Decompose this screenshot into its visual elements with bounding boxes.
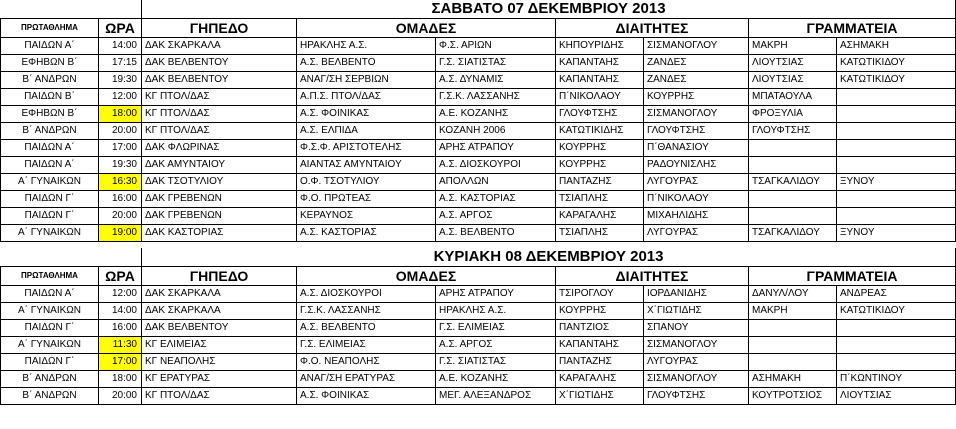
time-cell: 20:00 — [99, 388, 142, 405]
referee-2-cell: ΙΟΡΔΑΝΙΔΗΣ — [644, 286, 749, 303]
category-cell: ΠΑΙΔΩΝ Γ΄ — [1, 320, 99, 337]
header-time: ΩΡΑ — [99, 267, 142, 286]
referee-1-cell: ΤΣΙΑΠΛΗΣ — [556, 225, 644, 242]
venue-cell: ΔΑΚ ΤΣΟΤΥΛΙΟΥ — [142, 174, 297, 191]
venue-cell: ΚΓ ΝΕΑΠΟΛΗΣ — [142, 354, 297, 371]
away-team-cell: Α.Σ. ΒΕΛΒΕΝΤΟ — [436, 225, 556, 242]
secretary-2-cell — [837, 123, 956, 140]
header-venue: ΓΗΠΕΔΟ — [142, 19, 297, 38]
venue-cell: ΚΓ ΠΤΟΛ/ΔΑΣ — [142, 388, 297, 405]
referee-2-cell: ΖΑΝΔΕΣ — [644, 55, 749, 72]
secretary-2-cell — [837, 106, 956, 123]
referee-1-cell: ΠΑΝΤΖΙΟΣ — [556, 320, 644, 337]
referee-2-cell: ΛΥΓΟΥΡΑΣ — [644, 225, 749, 242]
referee-2-cell: ΛΥΓΟΥΡΑΣ — [644, 174, 749, 191]
secretary-2-cell — [837, 191, 956, 208]
away-team-cell: ΚΟΖΑΝΗ 2006 — [436, 123, 556, 140]
venue-cell: ΚΓ ΠΤΟΛ/ΔΑΣ — [142, 123, 297, 140]
home-team-cell: Γ.Σ.Κ. ΛΑΣΣΑΝΗΣ — [297, 303, 436, 320]
secretary-1-cell — [749, 191, 837, 208]
secretary-1-cell — [749, 337, 837, 354]
time-cell: 12:00 — [99, 286, 142, 303]
home-team-cell: ΑΝΑΓ/ΣΗ ΕΡΑΤΥΡΑΣ — [297, 371, 436, 388]
time-cell: 18:00 — [99, 371, 142, 388]
time-cell: 11:30 — [99, 337, 142, 354]
header-category: ΠΡΩΤΑΘΛΗΜΑ — [1, 19, 99, 38]
header-referees: ΔΙΑΙΤΗΤΕΣ — [556, 19, 749, 38]
time-cell: 18:00 — [99, 106, 142, 123]
referee-2-cell: ΣΙΣΜΑΝΟΓΛΟΥ — [644, 371, 749, 388]
home-team-cell: Α.Σ. ΦΟΙΝΙΚΑΣ — [297, 106, 436, 123]
referee-2-cell: ΓΛΟΥΦΤΣΗΣ — [644, 123, 749, 140]
referee-2-cell: ΣΠΑΝΟΥ — [644, 320, 749, 337]
header-row — [1, 267, 956, 286]
referee-2-cell: ΚΟΥΡΡΗΣ — [644, 89, 749, 106]
title-spacer — [1, 248, 142, 267]
time-cell: 20:00 — [99, 123, 142, 140]
category-cell: ΕΦΗΒΩΝ Β΄ — [1, 55, 99, 72]
venue-cell: ΔΑΚ ΚΑΣΤΟΡΙΑΣ — [142, 225, 297, 242]
home-team-cell: Α.Σ. ΕΛΠΙΔΑ — [297, 123, 436, 140]
category-cell: Β΄ ΑΝΔΡΩΝ — [1, 72, 99, 89]
away-team-cell: Γ.Σ. ΣΙΑΤΙΣΤΑΣ — [436, 354, 556, 371]
referee-1-cell: ΚΟΥΡΡΗΣ — [556, 157, 644, 174]
away-team-cell: Γ.Σ. ΕΛΙΜΕΙΑΣ — [436, 320, 556, 337]
title-spacer — [1, 0, 142, 19]
referee-2-cell: Χ΄ΓΙΩΤΙΔΗΣ — [644, 303, 749, 320]
venue-cell: ΚΓ ΕΛΙΜΕΙΑΣ — [142, 337, 297, 354]
venue-cell: ΚΓ ΕΡΑΤΥΡΑΣ — [142, 371, 297, 388]
referee-2-cell: ΜΙΧΑΗΛΙΔΗΣ — [644, 208, 749, 225]
away-team-cell: Α.Σ. ΚΑΣΤΟΡΙΑΣ — [436, 191, 556, 208]
category-cell: Α΄ ΓΥΝΑΙΚΩΝ — [1, 174, 99, 191]
referee-2-cell: ΓΛΟΥΦΤΣΗΣ — [644, 388, 749, 405]
secretary-2-cell: ΞΥΝΟΥ — [837, 225, 956, 242]
secretary-2-cell: ΑΣΗΜΑΚΗ — [837, 38, 956, 55]
time-cell: 16:00 — [99, 191, 142, 208]
referee-1-cell: ΓΛΟΥΦΤΣΗΣ — [556, 106, 644, 123]
referee-1-cell: ΚΑΤΩΤΙΚΙΔΗΣ — [556, 123, 644, 140]
secretary-1-cell: ΦΡΟΞΥΛΙΑ — [749, 106, 837, 123]
header-referees: ΔΙΑΙΤΗΤΕΣ — [556, 267, 749, 286]
time-cell: 16:30 — [99, 174, 142, 191]
home-team-cell: Α.Σ. ΦΟΙΝΙΚΑΣ — [297, 388, 436, 405]
referee-1-cell: ΚΟΥΡΡΗΣ — [556, 140, 644, 157]
time-cell: 17:00 — [99, 354, 142, 371]
home-team-cell: Φ.Ο. ΠΡΩΤΕΑΣ — [297, 191, 436, 208]
referee-1-cell: ΚΟΥΡΡΗΣ — [556, 303, 644, 320]
category-cell: Β΄ ΑΝΔΡΩΝ — [1, 388, 99, 405]
secretary-1-cell: ΑΣΗΜΑΚΗ — [749, 371, 837, 388]
category-cell: Β΄ ΑΝΔΡΩΝ — [1, 123, 99, 140]
table-row — [1, 123, 956, 140]
secretary-2-cell — [837, 89, 956, 106]
time-cell: 17:00 — [99, 140, 142, 157]
secretary-2-cell: ΑΝΔΡΕΑΣ — [837, 286, 956, 303]
away-team-cell: ΑΡΗΣ ΑΤΡΑΠΟΥ — [436, 140, 556, 157]
secretary-1-cell — [749, 354, 837, 371]
away-team-cell: Α.Σ. ΑΡΓΟΣ — [436, 208, 556, 225]
secretary-2-cell — [837, 354, 956, 371]
secretary-2-cell: ΛΙΟΥΤΣΙΑΣ — [837, 388, 956, 405]
away-team-cell: ΗΡΑΚΛΗΣ Α.Σ. — [436, 303, 556, 320]
table-row — [1, 320, 956, 337]
table-row — [1, 140, 956, 157]
day-title: ΣΑΒΒΑΤΟ 07 ΔΕΚΕΜΒΡΙΟΥ 2013 — [142, 0, 956, 19]
table-row — [1, 106, 956, 123]
table-row — [1, 38, 956, 55]
referee-1-cell: ΚΑΡΑΓΑΛΗΣ — [556, 371, 644, 388]
table-row — [1, 55, 956, 72]
referee-2-cell: ΛΥΓΟΥΡΑΣ — [644, 354, 749, 371]
home-team-cell: Φ.Ο. ΝΕΑΠΟΛΗΣ — [297, 354, 436, 371]
away-team-cell: Α.Ε. ΚΟΖΑΝΗΣ — [436, 371, 556, 388]
category-cell: Β΄ ΑΝΔΡΩΝ — [1, 371, 99, 388]
secretary-1-cell: ΓΛΟΥΦΤΣΗΣ — [749, 123, 837, 140]
home-team-cell: ΑΙΑΝΤΑΣ ΑΜΥΝΤΑΙΟΥ — [297, 157, 436, 174]
secretary-1-cell: ΜΑΚΡΗ — [749, 38, 837, 55]
secretary-1-cell: ΤΣΑΓΚΑΛΙΔΟΥ — [749, 225, 837, 242]
table-row — [1, 354, 956, 371]
secretary-2-cell — [837, 157, 956, 174]
secretary-1-cell: ΛΙΟΥΤΣΙΑΣ — [749, 55, 837, 72]
away-team-cell: ΜΕΓ. ΑΛΕΞΑΝΔΡΟΣ — [436, 388, 556, 405]
referee-2-cell: ΡΑΔΟΥΝΙΣΛΗΣ — [644, 157, 749, 174]
table-row — [1, 371, 956, 388]
time-cell: 19:00 — [99, 225, 142, 242]
day-title-row — [1, 0, 956, 19]
home-team-cell: ΗΡΑΚΛΗΣ Α.Σ. — [297, 38, 436, 55]
header-time: ΩΡΑ — [99, 19, 142, 38]
secretary-2-cell: ΚΑΤΩΤΙΚΙΔΟΥ — [837, 55, 956, 72]
venue-cell: ΔΑΚ ΒΕΛΒΕΝΤΟΥ — [142, 55, 297, 72]
venue-cell: ΔΑΚ ΓΡΕΒΕΝΩΝ — [142, 191, 297, 208]
secretary-1-cell: ΛΙΟΥΤΣΙΑΣ — [749, 72, 837, 89]
table-row — [1, 174, 956, 191]
away-team-cell: Γ.Σ.Κ. ΛΑΣΣΑΝΗΣ — [436, 89, 556, 106]
table-row — [1, 191, 956, 208]
referee-1-cell: ΠΑΝΤΑΖΗΣ — [556, 174, 644, 191]
secretary-2-cell — [837, 337, 956, 354]
away-team-cell: Α.Σ. ΑΡΓΟΣ — [436, 337, 556, 354]
referee-1-cell: ΚΗΠΟΥΡΙΔΗΣ — [556, 38, 644, 55]
table-row — [1, 337, 956, 354]
home-team-cell: Α.Σ. ΒΕΛΒΕΝΤΟ — [297, 320, 436, 337]
time-cell: 14:00 — [99, 303, 142, 320]
header-category: ΠΡΩΤΑΘΛΗΜΑ — [1, 267, 99, 286]
away-team-cell: ΑΠΟΛΛΩΝ — [436, 174, 556, 191]
secretary-1-cell — [749, 157, 837, 174]
home-team-cell: Ο.Φ. ΤΣΟΤΥΛΙΟΥ — [297, 174, 436, 191]
venue-cell: ΔΑΚ ΣΚΑΡΚΑΛΑ — [142, 38, 297, 55]
header-teams: ΟΜΑΔΕΣ — [297, 267, 556, 286]
secretary-1-cell: ΤΣΑΓΚΑΛΙΔΟΥ — [749, 174, 837, 191]
table-row — [1, 225, 956, 242]
secretary-1-cell: ΔΑΝΥΛ/ΛΟΥ — [749, 286, 837, 303]
venue-cell: ΔΑΚ ΑΜΥΝΤΑΙΟΥ — [142, 157, 297, 174]
referee-1-cell: ΚΑΡΑΓΑΛΗΣ — [556, 208, 644, 225]
referee-1-cell: Χ΄ΓΙΩΤΙΔΗΣ — [556, 388, 644, 405]
category-cell: Α΄ ΓΥΝΑΙΚΩΝ — [1, 303, 99, 320]
home-team-cell: Α.Σ. ΚΑΣΤΟΡΙΑΣ — [297, 225, 436, 242]
table-row — [1, 72, 956, 89]
away-team-cell: ΑΡΗΣ ΑΤΡΑΠΟΥ — [436, 286, 556, 303]
time-cell: 19:30 — [99, 157, 142, 174]
secretary-1-cell — [749, 208, 837, 225]
header-teams: ΟΜΑΔΕΣ — [297, 19, 556, 38]
venue-cell: ΔΑΚ ΦΛΩΡΙΝΑΣ — [142, 140, 297, 157]
table-row — [1, 303, 956, 320]
referee-1-cell: ΚΑΠΑΝΤΑΗΣ — [556, 337, 644, 354]
venue-cell: ΚΓ ΠΤΟΛ/ΔΑΣ — [142, 106, 297, 123]
referee-1-cell: Π΄ΝΙΚΟΛΑΟΥ — [556, 89, 644, 106]
venue-cell: ΔΑΚ ΓΡΕΒΕΝΩΝ — [142, 208, 297, 225]
referee-2-cell: Π΄ΝΙΚΟΛΑΟΥ — [644, 191, 749, 208]
referee-2-cell: ΖΑΝΔΕΣ — [644, 72, 749, 89]
away-team-cell: Φ.Σ. ΑΡΙΩΝ — [436, 38, 556, 55]
secretary-2-cell: ΞΥΝΟΥ — [837, 174, 956, 191]
venue-cell: ΚΓ ΠΤΟΛ/ΔΑΣ — [142, 89, 297, 106]
referee-1-cell: ΤΣΙΑΠΛΗΣ — [556, 191, 644, 208]
category-cell: Α΄ ΓΥΝΑΙΚΩΝ — [1, 225, 99, 242]
category-cell: Α΄ ΓΥΝΑΙΚΩΝ — [1, 337, 99, 354]
category-cell: ΠΑΙΔΩΝ Β΄ — [1, 89, 99, 106]
referee-1-cell: ΤΣΙΡΟΓΛΟΥ — [556, 286, 644, 303]
referee-2-cell: ΣΙΣΜΑΝΟΓΛΟΥ — [644, 106, 749, 123]
secretary-2-cell: Π΄ΚΩΝΤΙΝΟΥ — [837, 371, 956, 388]
secretary-1-cell — [749, 140, 837, 157]
time-cell: 12:00 — [99, 89, 142, 106]
secretary-2-cell: ΚΑΤΩΤΙΚΙΔΟΥ — [837, 72, 956, 89]
secretary-1-cell: ΜΠΑΤΑΟΥΛΑ — [749, 89, 837, 106]
away-team-cell: Α.Ε. ΚΟΖΑΝΗΣ — [436, 106, 556, 123]
referee-1-cell: ΚΑΠΑΝΤΑΗΣ — [556, 72, 644, 89]
time-cell: 17:15 — [99, 55, 142, 72]
referee-2-cell: ΣΙΣΜΑΝΟΓΛΟΥ — [644, 337, 749, 354]
home-team-cell: Α.Σ. ΒΕΛΒΕΝΤΟ — [297, 55, 436, 72]
category-cell: ΠΑΙΔΩΝ Α΄ — [1, 286, 99, 303]
secretary-1-cell — [749, 320, 837, 337]
category-cell: ΠΑΙΔΩΝ Α΄ — [1, 38, 99, 55]
schedule-body — [1, 0, 956, 405]
time-cell: 14:00 — [99, 38, 142, 55]
header-secretaries: ΓΡΑΜΜΑΤΕΙΑ — [749, 19, 956, 38]
referee-1-cell: ΚΑΠΑΝΤΑΗΣ — [556, 55, 644, 72]
table-row — [1, 388, 956, 405]
secretary-1-cell: ΚΟΥΤΡΟΤΣΙΟΣ — [749, 388, 837, 405]
home-team-cell: ΚΕΡΑΥΝΟΣ — [297, 208, 436, 225]
category-cell: ΠΑΙΔΩΝ Γ΄ — [1, 354, 99, 371]
secretary-2-cell — [837, 140, 956, 157]
table-row — [1, 208, 956, 225]
secretary-1-cell: ΜΑΚΡΗ — [749, 303, 837, 320]
secretary-2-cell — [837, 208, 956, 225]
home-team-cell: Φ.Σ.Φ. ΑΡΙΣΤΟΤΕΛΗΣ — [297, 140, 436, 157]
time-cell: 19:30 — [99, 72, 142, 89]
secretary-2-cell: ΚΑΤΩΤΙΚΙΔΟΥ — [837, 303, 956, 320]
venue-cell: ΔΑΚ ΣΚΑΡΚΑΛΑ — [142, 303, 297, 320]
category-cell: ΠΑΙΔΩΝ Γ΄ — [1, 191, 99, 208]
secretary-2-cell — [837, 320, 956, 337]
day-title-row — [1, 248, 956, 267]
category-cell: ΠΑΙΔΩΝ Α΄ — [1, 157, 99, 174]
header-row — [1, 19, 956, 38]
venue-cell: ΔΑΚ ΒΕΛΒΕΝΤΟΥ — [142, 72, 297, 89]
table-row — [1, 157, 956, 174]
venue-cell: ΔΑΚ ΒΕΛΒΕΝΤΟΥ — [142, 320, 297, 337]
category-cell: ΠΑΙΔΩΝ Γ΄ — [1, 208, 99, 225]
table-row — [1, 286, 956, 303]
time-cell: 20:00 — [99, 208, 142, 225]
time-cell: 16:00 — [99, 320, 142, 337]
day-title: ΚΥΡΙΑΚΗ 08 ΔΕΚΕΜΒΡΙΟΥ 2013 — [142, 248, 956, 267]
home-team-cell: Α.Σ. ΔΙΟΣΚΟΥΡΟΙ — [297, 286, 436, 303]
away-team-cell: Α.Σ. ΔΙΟΣΚΟΥΡΟΙ — [436, 157, 556, 174]
home-team-cell: Α.Π.Σ. ΠΤΟΛ/ΔΑΣ — [297, 89, 436, 106]
away-team-cell: Γ.Σ. ΣΙΑΤΙΣΤΑΣ — [436, 55, 556, 72]
away-team-cell: Α.Σ. ΔΥΝΑΜΙΣ — [436, 72, 556, 89]
category-cell: ΠΑΙΔΩΝ Α΄ — [1, 140, 99, 157]
header-secretaries: ΓΡΑΜΜΑΤΕΙΑ — [749, 267, 956, 286]
home-team-cell: Γ.Σ. ΕΛΙΜΕΙΑΣ — [297, 337, 436, 354]
header-venue: ΓΗΠΕΔΟ — [142, 267, 297, 286]
referee-2-cell: Π΄ΘΑΝΑΣΙΟΥ — [644, 140, 749, 157]
home-team-cell: ΑΝΑΓ/ΣΗ ΣΕΡΒΙΩΝ — [297, 72, 436, 89]
referee-1-cell: ΠΑΝΤΑΖΗΣ — [556, 354, 644, 371]
venue-cell: ΔΑΚ ΣΚΑΡΚΑΛΑ — [142, 286, 297, 303]
table-row — [1, 89, 956, 106]
referee-2-cell: ΣΙΣΜΑΝΟΓΛΟΥ — [644, 38, 749, 55]
category-cell: ΕΦΗΒΩΝ Β΄ — [1, 106, 99, 123]
